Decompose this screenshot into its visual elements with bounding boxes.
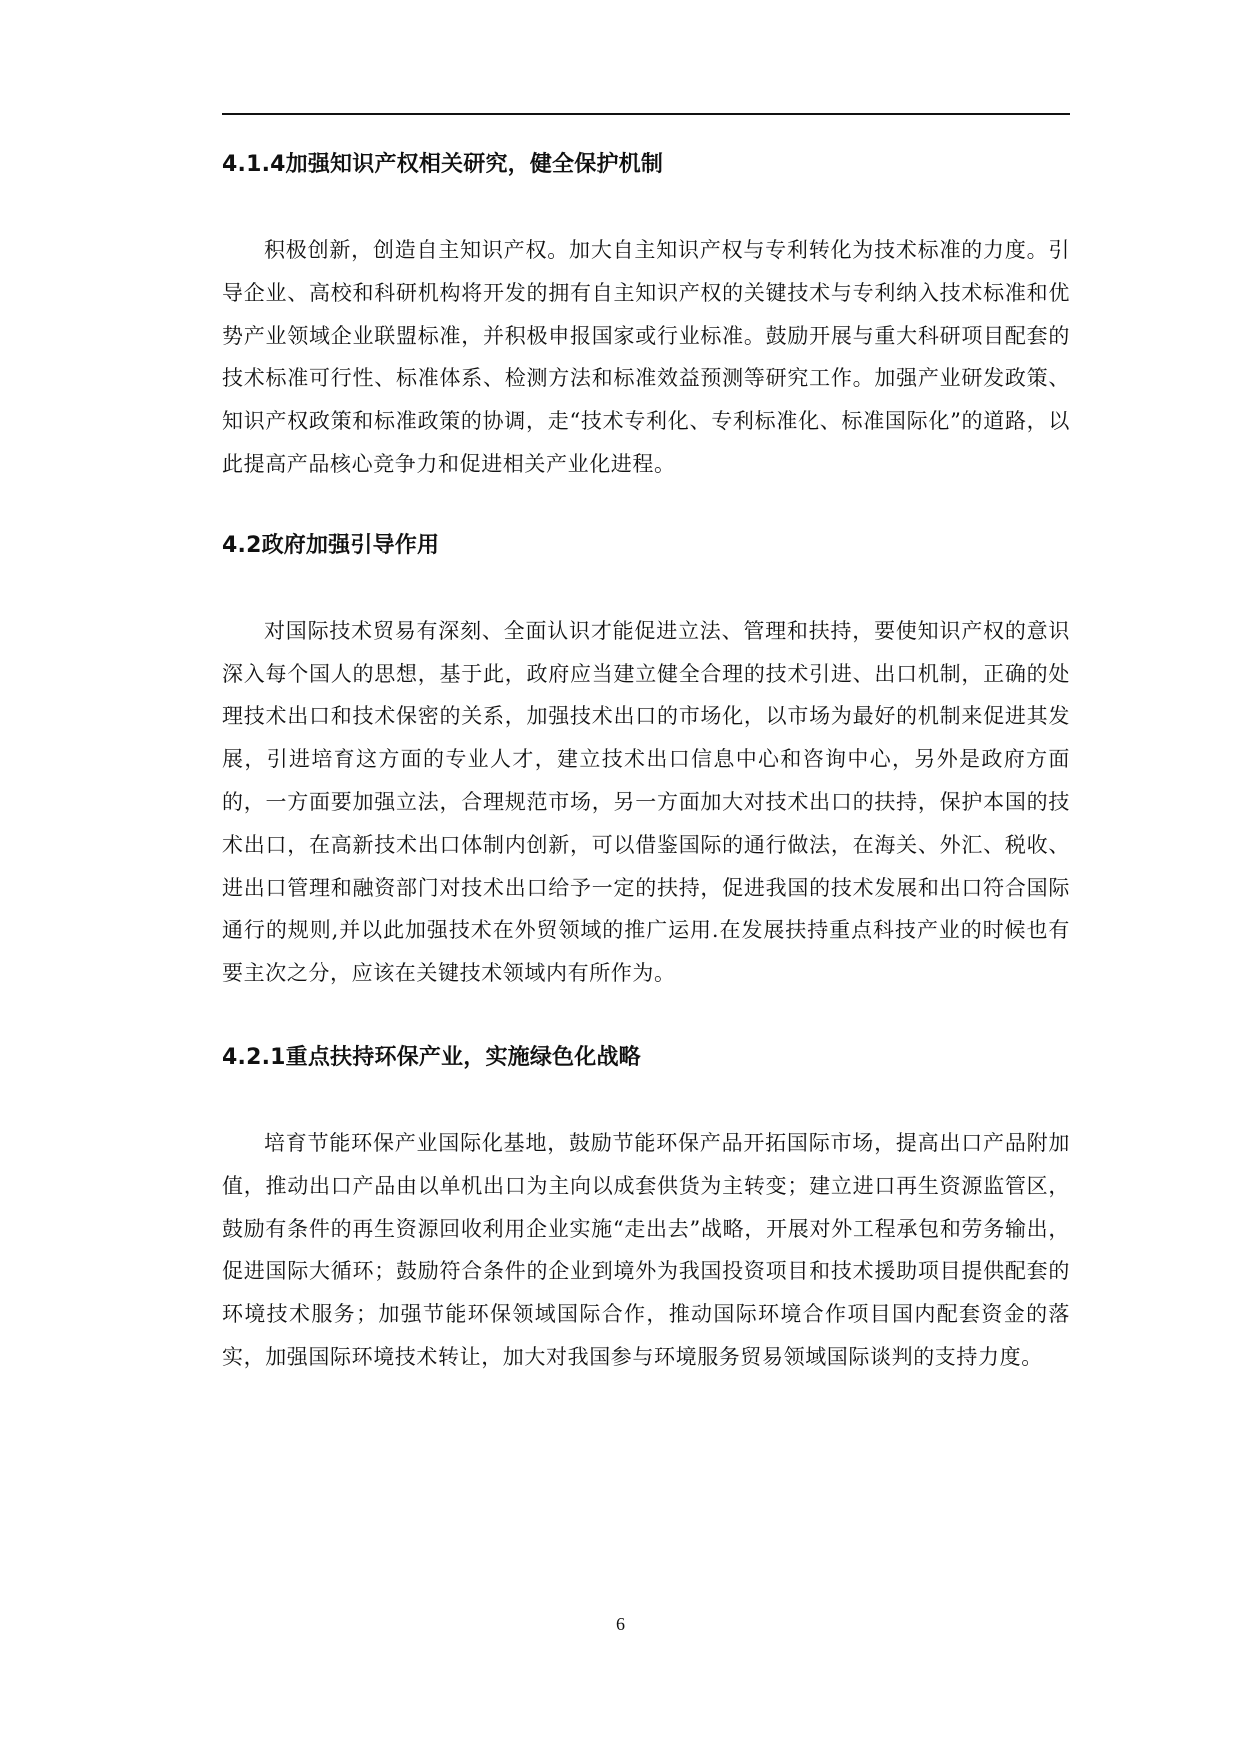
section-paragraph-4-2: 对国际技术贸易有深刻、全面认识才能促进立法、管理和扶持，要使知识产权的意识深入每个国人的思想，基于此，政府应当建立健全合理的技术引进、出口机制，正确的处理技术出口和技术保密的关系，加强技术出口的市场化，以市场为最好的机制来促进其发展，引进培育这方面的专业人才，建立技术出口信息中心和咨询中心，另外是政府方面的，一方面要加强立法，合理规范市场，另一方面加大对技术出口的扶持，保护本国的技术出口，在高新技术出口体制内创新，可以借鉴国际的通行做法，在海关、外汇、税收、进出口管理和融资部门对技术出口给予一定的扶持，促进我国的技术发展和出口符合国际通行的规则,并以此加强技术在外贸领域的推广运用.在发展扶持重点科技产业的时候也有要主次之分，应该在关键技术领域内有所作为。 — [222, 618, 1070, 986]
page-number: 6 — [616, 1614, 625, 1634]
section-heading-4-2-1: 4.2.1重点扶持环保产业，实施绿色化战略 — [222, 1044, 641, 1070]
header-rule — [222, 113, 1070, 115]
document-body — [222, 145, 1070, 1379]
section-paragraph-4-1-4: 积极创新，创造自主知识产权。加大自主知识产权与专利转化为技术标准的力度。引导企业、高校和科研机构将开发的拥有自主知识产权的关键技术与专利纳入技术标准和优势产业领域企业联盟标准，并积极申报国家或行业标准。鼓励开展与重大科研项目配套的技术标准可行性、标准体系、检测方法和标准效益预测等研究工作。加强产业研发政策、知识产权政策和标准政策的协调，走“技术专利化、专利标准化、标准国际化”的道路，以此提高产品核心竞争力和促进相关产业化进程。 — [222, 238, 1070, 476]
section-heading-4-1-4: 4.1.4加强知识产权相关研究，健全保护机制 — [222, 152, 664, 177]
section-heading-4-2: 4.2政府加强引导作用 — [222, 532, 440, 558]
section-paragraph-4-2-1: 培育节能环保产业国际化基地，鼓励节能环保产品开拓国际市场，提高出口产品附加值，推动出口产品由以单机出口为主向以成套供货为主转变；建立进口再生资源监管区，鼓励有条件的再生资源回收利用企业实施“走出去”战略，开展对外工程承包和劳务输出，促进国际大循环；鼓励符合条件的企业到境外为我国投资项目和技术援助项目提供配套的环境技术服务；加强节能环保领域国际合作，推动国际环境合作项目国内配套资金的落实，加强国际环境技术转让，加大对我国参与环境服务贸易领域国际谈判的支持力度。 — [222, 1130, 1070, 1369]
